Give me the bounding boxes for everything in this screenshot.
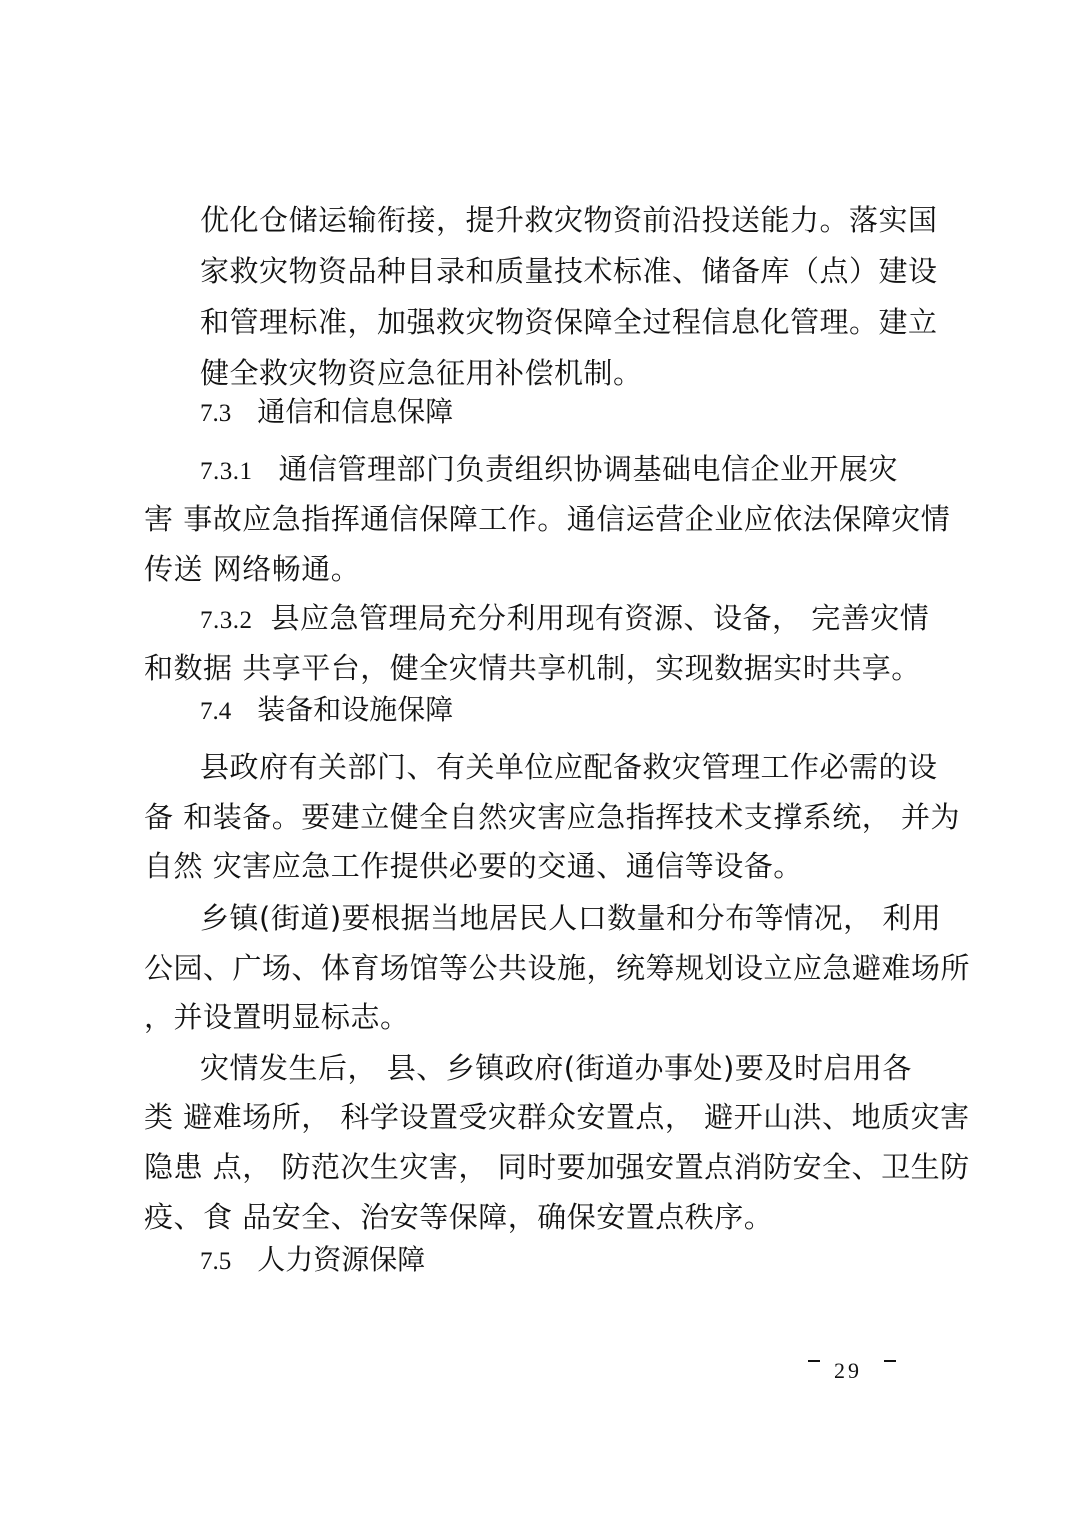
paragraph-line: 自然 灾害应急工作提供必要的交通、通信等设备。 (144, 849, 803, 883)
section-title: 人力资源保障 (257, 1243, 426, 1276)
paragraph-line: 家救灾物资品种目录和质量技术标准、储备库（点）建设 (200, 254, 938, 288)
paragraph-line: ，并设置明显标志。 (144, 1000, 410, 1034)
paragraph-line: 和数据 共享平台，健全灾情共享机制，实现数据实时共享。 (144, 651, 921, 685)
paragraph-line: 类 避难场所， 科学设置受灾群众安置点， 避开山洪、地质灾害 (144, 1100, 970, 1134)
section-heading-7-5 (200, 1240, 425, 1282)
paragraph-line: 公园、广场、体育场馆等公共设施，统筹规划设立应急避难场所 (144, 951, 971, 985)
page-number-dash-right (884, 1360, 896, 1362)
paragraph-line: 隐患 点， 防范次生灾害， 同时要加强安置点消防安全、卫生防 (144, 1150, 970, 1184)
paragraph-line: 优化仓储运输衔接，提升救灾物资前沿投送能力。落实国 (200, 203, 938, 237)
paragraph-line: 害 事故应急指挥通信保障工作。通信运营企业应依法保障灾情 (144, 502, 951, 536)
clause-number: 7.3.2 (200, 607, 253, 634)
clause-number: 7.3.1 (200, 458, 253, 485)
paragraph-line: 和管理标准，加强救灾物资保障全过程信息化管理。建立 (200, 305, 938, 339)
section-number: 7.4 (200, 698, 232, 725)
paragraph-line: 传送 网络畅通。 (144, 552, 361, 586)
section-heading-7-4 (200, 690, 453, 732)
paragraph-line: 疫、食 品安全、治安等保障，确保安置点秩序。 (144, 1200, 774, 1234)
clause-text: 县应急管理局充分利用现有资源、设备， 完善灾情 (270, 601, 930, 635)
page-number (808, 1356, 896, 1386)
paragraph-line (200, 449, 898, 492)
paragraph-line: 县政府有关部门、有关单位应配备救灾管理工作必需的设 (200, 750, 938, 784)
page-number-value: 29 (834, 1358, 862, 1383)
section-number: 7.5 (200, 1248, 232, 1275)
paragraph-line: 乡镇(街道)要根据当地居民人口数量和分布等情况， 利用 (200, 901, 942, 935)
section-title: 装备和设施保障 (257, 693, 454, 726)
page-number-dash-left (808, 1360, 820, 1362)
paragraph-line: 健全救灾物资应急征用补偿机制。 (200, 356, 643, 390)
section-heading-7-3 (200, 392, 453, 434)
section-number: 7.3 (200, 400, 232, 427)
section-title: 通信和信息保障 (257, 395, 454, 428)
paragraph-line: 备 和装备。要建立健全自然灾害应急指挥技术支撑系统， 并为 (144, 800, 960, 834)
paragraph-line: 灾情发生后， 县、乡镇政府(街道办事处)要及时启用各 (200, 1051, 912, 1085)
clause-text: 通信管理部门负责组织协调基础电信企业开展灾 (278, 452, 899, 486)
paragraph-line (200, 598, 929, 641)
